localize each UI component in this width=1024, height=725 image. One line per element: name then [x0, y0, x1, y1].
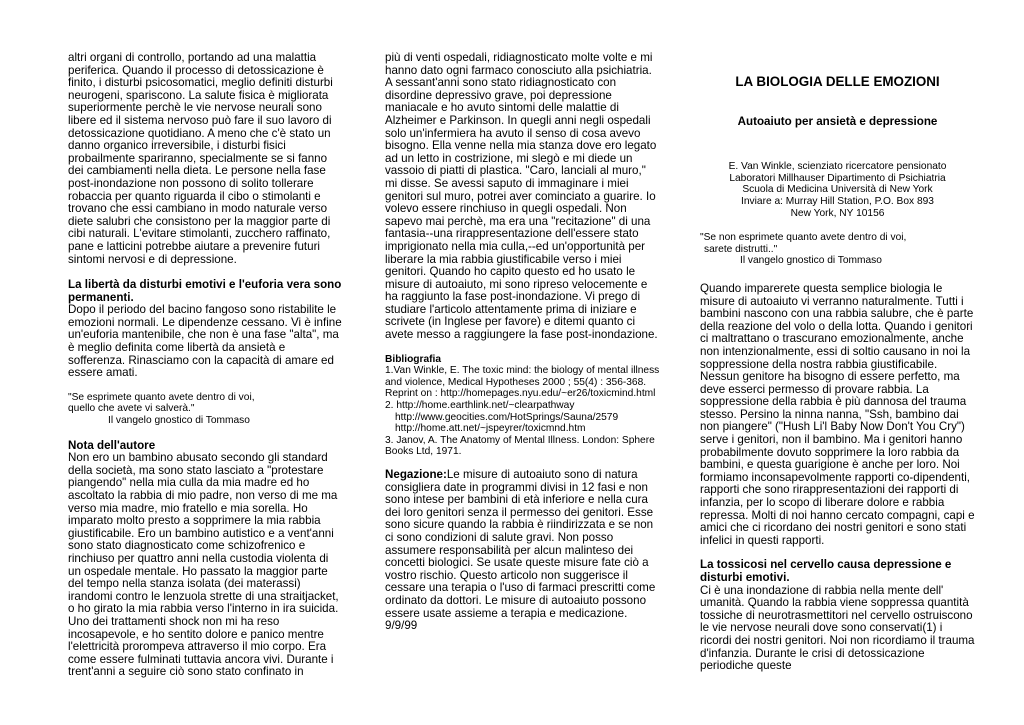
bibliography-item: 1.Van Winkle, E. The toxic mind: the biology of mental illness and violence, Medical Hypotheses 2000 ; 55(4) : 356-368. Reprint on : http://homepages.nyu.edu/~er26/toxicmind.html — [385, 365, 660, 400]
author-line: Laboratori Millhauser Dipartimento di Psichiatria — [729, 172, 946, 184]
epigraph-quote — [700, 232, 975, 267]
paragraph: Ci è una inondazione di rabbia nella mente dell' umanità. Quando la rabbia viene soppressa quantità tossiche di neurotrasmettitori nel cervello ostruiscono le vie nervose neurali dove sono conservati(1) i ricordi dei nostri genitori. Noi non ricordiamo il trauma d'infanzia. Durante le crisi di detossicazione periodiche queste — [700, 583, 975, 673]
quote-attribution: Il vangelo gnostico di Tommaso — [740, 255, 882, 267]
section-heading: La tossicosi nel cervello causa depressione e disturbi emotivi. — [700, 558, 952, 584]
column-middle — [385, 52, 660, 633]
quote-line: sarete distrutti.." — [704, 243, 778, 255]
quote-line: "Se non esprimete quanto avete dentro di voi, — [700, 232, 907, 244]
bibliography-title: Bibliografia — [385, 353, 442, 365]
quote-line: "Se esprimete quanto avete dentro di voi, — [68, 391, 255, 403]
author-line: Inviare a: Murray Hill Station, P.O. Box 893 — [741, 195, 934, 207]
paragraph: più di venti ospedali, ridiagnosticato molte volte e mi hanno dato ogni farmaco conosciuto alla psichiatria. A sessant'anni sono stato ridiagnosticato con disordine depressivo grave, poi depressione maniacale e ho avuto sintomi delle malattie di Alzheimer e Parkinson. In quegli anni negli ospedali solo un'infermiera ha avuto il senso di cosa avevo bisogno. Ella venne nella mia stanza dove ero legato ad un letto in costrizione, mi slegò e mi diede un vassoio di piatti di plastica. "Caro, lanciali al muro," mi disse. Se avessi saputo di immaginare i miei genitori sul muro, potrei aver cominciato a guarire. Io volevo essere rinchiuso in quegli ospedali. Non sapevo mai perchè, ma era una "recitazione" di una fantasia--una rirappresentazione dell'essere stato imprigionato nella mia culla,--ed un'opportunità per liberare la mia rabbia giustificabile verso i miei genitori. Quando ho capito questo ed ho usato le misure di autoaiuto, mi sono ripreso velocemente e ha raggiunto la fase post-inondazione. Vi prego di studiare l'articolo attentamente prima di iniziare e scrivete (in Inglese per favore) e ditemi quanto ci avete messo a raggiungere la fase post-inondazione. — [385, 51, 658, 342]
disclaimer-text: Le misure di autoaiuto sono di natura consigliera date in programmi divisi in 12 fasi e non sono intese per bambini di età inferiore e nella cura dei loro genitori senza il permesso dei genitori. Esse sono sicure quando la rabbia è riindirizzata e se non ci sono condizioni di salute gravi. Non posso assumere responsabilità per alcun malinteso dei concetti biologici. Se usate queste misure fate ciò a vostro rischio. Questo articolo non suggerisce il cessare una terapia o l'uso di farmaci prescritti come ordinato da dottori. Le misure di autoaiuto possono essere usate assieme a terapia e medicazione. 9/9/99 — [385, 468, 656, 633]
quote-attribution: Il vangelo gnostico di Tommaso — [108, 415, 250, 427]
bibliography-link: http://www.geocities.com/HotSprings/Sauna/2579 — [395, 411, 619, 423]
document-subtitle: Autoaiuto per ansietà e depressione — [737, 114, 938, 128]
author-line: Scuola di Medicina Università di New York — [742, 184, 933, 196]
author-line: New York, NY 10156 — [790, 207, 885, 219]
epigraph-quote — [68, 392, 343, 427]
paragraph: altri organi di controllo, portando ad una malattia periferica. Quando il processo di detossicazione è finito, i disturbi psicosomatici, meglio definiti disturbi neurogeni, spariscono. La salute fisica è migliorata superiormente perchè le vie nervose neurali sono libere ed il sistema nervoso può fare il suo lavoro di detossicazione quotidiano. A meno che c'è stato un danno organico irreversibile, i disturbi fisici probailmente spariranno, specialmente se si fanno dei cambiamenti nella dieta. Le persone nella fase post-inondazione non possono di solito tollerare robaccia per quanto riguarda il cibo o stimolanti e trovano che essi cambiano in modo naturale verso diete salubri che consistono per la maggior parte di cibi naturali. L'evitare stimolanti, zucchero raffinato, pane e latticini potrebbe aiutare a prevenire futuri sintomi nervosi e di depressione. — [68, 51, 333, 266]
paragraph: Quando imparerete questa semplice biologia le misure di autoaiuto vi verranno naturalmente. Tutti i bambini nascono con una rabbia salubre, che è parte della reazione del volo o della lotta. Quando i genitori ci maltrattano o trascurano emozionalmente, anche non intenzionalmente, essi di soltio causano in noi la soppressione della nostra rabbia giustificabile. Nessun genitore ha bisogno di essere perfetto, ma deve esserci permesso di provare rabbia. La soppressione della rabbia è più dannosa del trauma stesso. Persino la ninna nanna, "Ssh, bambino dai non piangere" ("Hush Li'l Baby Now Don't You Cry") serve i genitori, non il bambino. Ma i genitori hanno probabilmente dovuto sopprimere la loro rabbia da bambini, e questa guarigione è anche per loro. Noi formiamo inconsapevolmente rapporti co-dipendenti, rapporti che sono rirappresentazioni dei rapporti di infanzia, per lo scopo di liberare dolore e rabbia repressa. Molti di noi hanno cercato compagni, capi e amici che ci ricordano dei nostri genitori e sono stati infelici in questi rapporti. — [700, 281, 975, 547]
paragraph: Non ero un bambino abusato secondo gli standard della società, ma sono stato lasciato a "protestare piangendo" nella mia culla da mia madre ed ho ascoltato la rabbia di mio padre, non verso di me ma verso mia madre, mio fratello e mia sorella. Ho imparato molto presto a sopprimere la mia rabbia giustificabile. Ero un bambino autistico e a vent'anni sono stato diagnosticato come schizofrenico e rinchiuso per quattro anni nella custodia violenta di un ospedale mentale. Ho passato la maggior parte del tempo nella stanza isolata (dei materassi) irandomi contro le lenzuola strette di una straitjacket, o ho girato la mia rabbia verso l'interno in ira suicida. Uno dei trattamenti shock non mi ha reso incosapevole, e ho sentito dolore e panico mentre l'elettricità prorompeva attraverso il mio corpo. Era come essere fulminati tuttavia ancora vivi. Durante i trent'anni a seguire ciò sono stato confinato in — [68, 451, 339, 679]
bibliography — [385, 354, 660, 458]
bibliography-item: 3. Janov, A. The Anatomy of Mental Illness. London: Sphere Books Ltd, 1971. — [385, 434, 655, 458]
document-title: LA BIOLOGIA DELLE EMOZIONI — [735, 74, 940, 89]
quote-line: quello che avete vi salverà." — [68, 403, 195, 415]
column-left — [68, 52, 343, 679]
bibliography-link: http://home.att.net/~jspeyrer/toxicmnd.htm — [395, 423, 586, 435]
bibliography-item: 2. http://home.earthlink.net/~clearpathway — [385, 400, 575, 412]
column-right — [700, 52, 975, 673]
section-heading: Nota dell'autore — [68, 438, 156, 452]
author-line: E. Van Winkle, scienziato ricercatore pensionato — [728, 161, 947, 173]
disclaimer — [385, 469, 660, 633]
paragraph: Dopo il periodo del bacino fangoso sono ristabilite le emozioni normali. Le dipendenze cessano. Vi è infine un'euforia mantenibile, che non è una fase "alta", ma è meglio definita come libertà da ansietà e sofferenza. Rinasciamo con la capacità di amare ed essere amati. — [68, 303, 342, 380]
disclaimer-label: Negazione: — [385, 468, 447, 481]
author-block — [700, 161, 975, 219]
section-heading: La libertà da disturbi emotivi e l'euforia vera sono permanenti. — [68, 278, 342, 304]
